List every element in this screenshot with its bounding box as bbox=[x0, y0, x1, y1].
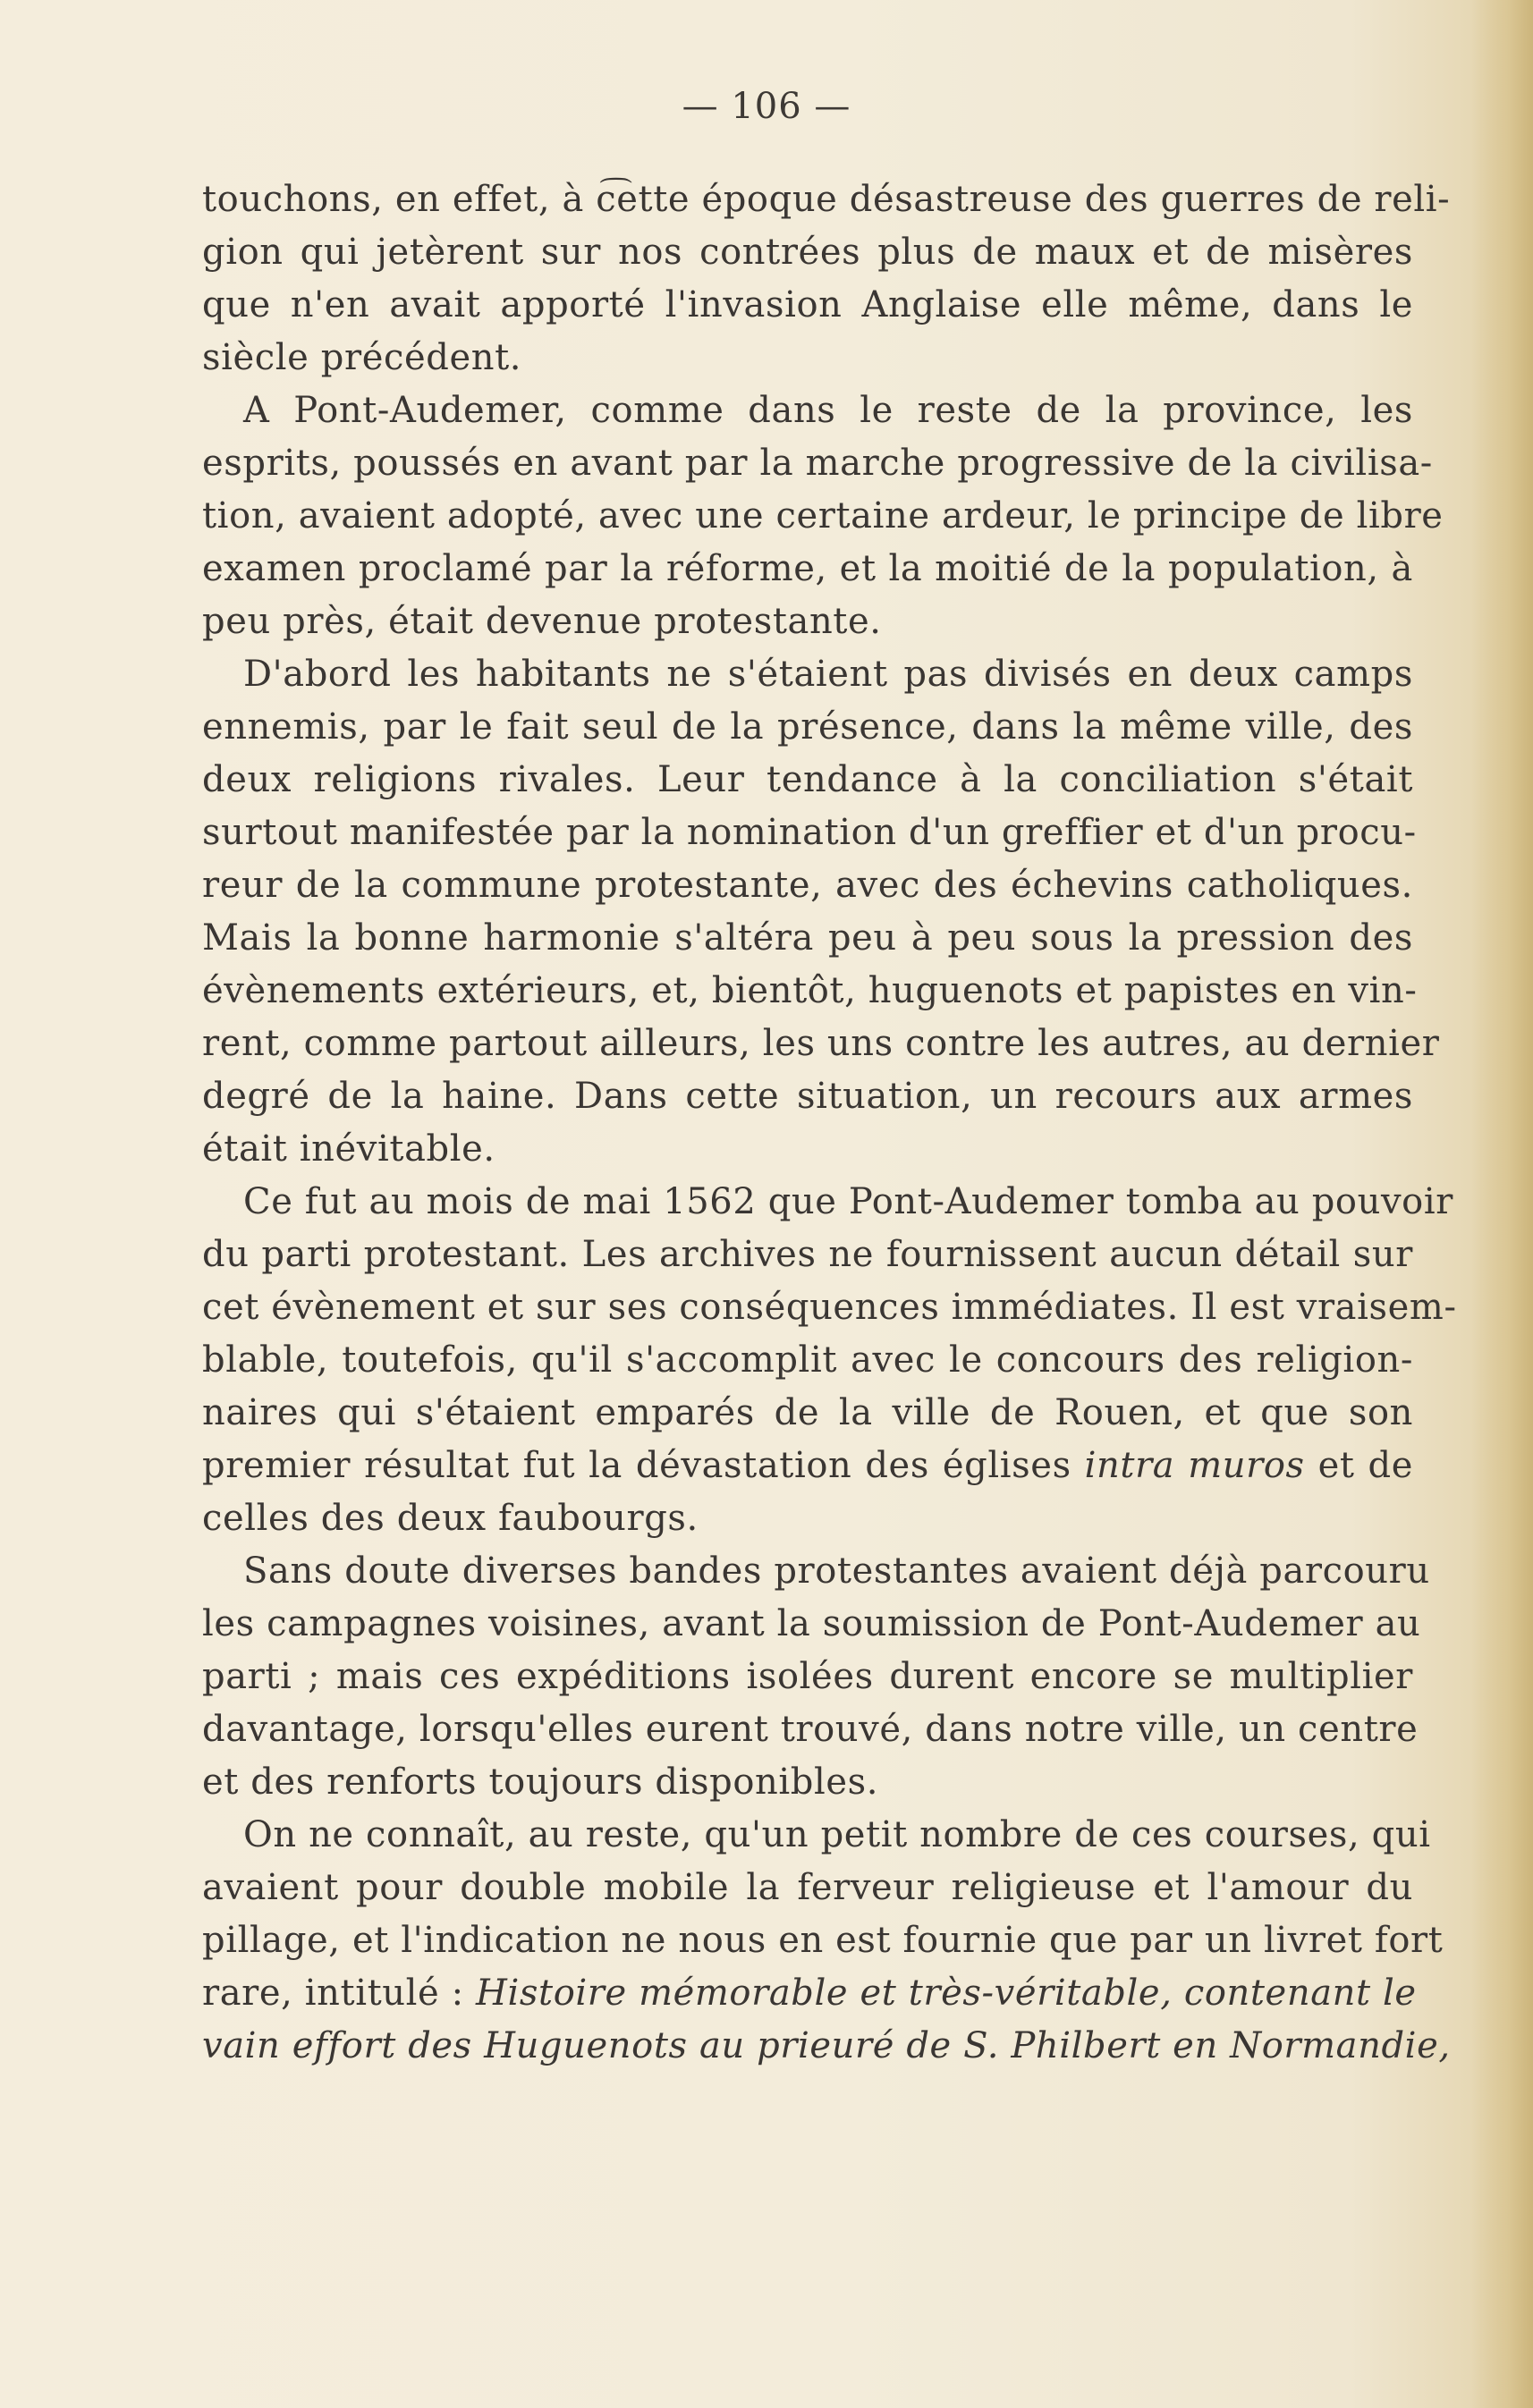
body-text bbox=[202, 173, 1457, 2073]
text-line bbox=[202, 1440, 1413, 1492]
italic-title: Histoire mémorable et très-véritable, contenant le bbox=[476, 1973, 1417, 2014]
text-line bbox=[202, 490, 1444, 543]
text-segment: blable, toutefois, qu'il s'accomplit avec le concours des religion- bbox=[202, 1339, 1413, 1381]
text-segment: les campagnes voisines, avant la soumission de Pont-Audemer au bbox=[202, 1603, 1421, 1644]
text-line bbox=[202, 226, 1413, 279]
text-line bbox=[202, 1651, 1413, 1703]
text-segment: pillage, et l'indication ne nous en est fournie que par un livret fort bbox=[202, 1920, 1444, 1961]
text-line bbox=[202, 2020, 1451, 2073]
page-edge-shadow bbox=[1470, 0, 1533, 2408]
text-segment: tion, avaient adopté, avec une certaine ardeur, le principe de libre bbox=[202, 495, 1444, 537]
text-line bbox=[202, 859, 1413, 912]
text-line bbox=[202, 1703, 1419, 1756]
text-line bbox=[202, 1334, 1413, 1387]
text-segment: ennemis, par le fait seul de la présence, dans la même ville, des bbox=[202, 706, 1413, 748]
text-segment: Mais la bonne harmonie s'altéra peu à peu sous la pression des bbox=[202, 917, 1413, 959]
text-line bbox=[202, 1070, 1413, 1123]
text-segment: cet évènement et sur ses conséquences immédiates. Il est vraisem- bbox=[202, 1287, 1457, 1328]
text-line bbox=[202, 1862, 1413, 1914]
text-segment: que n'en avait apporté l'invasion Anglaise elle même, dans le bbox=[202, 284, 1413, 325]
text-segment: Sans doute diverses bandes protestantes avaient déjà parcouru bbox=[243, 1550, 1430, 1592]
text-line bbox=[202, 332, 1413, 384]
text-segment: peu près, était devenue protestante. bbox=[202, 601, 882, 642]
text-segment: reur de la commune protestante, avec des échevins catholiques. bbox=[202, 865, 1413, 906]
text-segment: et des renforts toujours disponibles. bbox=[202, 1762, 879, 1803]
text-line bbox=[202, 1809, 1431, 1862]
text-segment: naires qui s'étaient emparés de la ville de Rouen, et que son bbox=[202, 1392, 1413, 1433]
text-segment: touchons, en effet, à c͡ette époque désastreuse des guerres de reli- bbox=[202, 179, 1451, 220]
text-line bbox=[202, 754, 1413, 807]
text-segment: davantage, lorsqu'elles eurent trouvé, dans notre ville, un centre bbox=[202, 1709, 1419, 1750]
text-segment: On ne connaît, au reste, qu'un petit nombre de ces courses, qui bbox=[243, 1814, 1431, 1855]
text-segment: rent, comme partout ailleurs, les uns contre les autres, au dernier bbox=[202, 1023, 1440, 1064]
text-line bbox=[202, 965, 1418, 1018]
text-segment: celles des deux faubourgs. bbox=[202, 1498, 699, 1539]
text-line bbox=[202, 1756, 1413, 1809]
text-line bbox=[202, 1123, 1413, 1176]
text-segment: Ce fut au mois de mai 1562 que Pont-Audemer tomba au pouvoir bbox=[243, 1181, 1453, 1222]
page-number: — 106 — bbox=[682, 86, 851, 127]
text-line bbox=[202, 1281, 1457, 1334]
text-segment: gion qui jetèrent sur nos contrées plus de maux et de misères bbox=[202, 232, 1413, 273]
italic-title: intra muros bbox=[1084, 1445, 1305, 1486]
text-line bbox=[202, 1387, 1413, 1440]
text-line bbox=[202, 1018, 1440, 1070]
text-line bbox=[202, 1598, 1421, 1651]
text-line bbox=[202, 596, 1413, 648]
text-line bbox=[202, 384, 1413, 437]
text-segment: siècle précédent. bbox=[202, 337, 522, 378]
text-line bbox=[202, 279, 1413, 332]
text-segment: premier résultat fut la dévastation des églises bbox=[202, 1445, 1085, 1486]
text-line bbox=[202, 912, 1413, 965]
text-line bbox=[202, 1229, 1413, 1281]
text-segment: avaient pour double mobile la ferveur religieuse et l'amour du bbox=[202, 1867, 1413, 1908]
text-segment: deux religions rivales. Leur tendance à la conciliation s'était bbox=[202, 759, 1413, 800]
text-segment: examen proclamé par la réforme, et la moitié de la population, à bbox=[202, 548, 1413, 589]
text-segment: était inévitable. bbox=[202, 1128, 495, 1170]
text-line bbox=[202, 543, 1413, 596]
text-line bbox=[202, 1176, 1453, 1229]
text-segment: et de bbox=[1304, 1445, 1413, 1486]
text-line bbox=[202, 1492, 1413, 1545]
text-segment: du parti protestant. Les archives ne fournissent aucun détail sur bbox=[202, 1234, 1413, 1275]
text-line bbox=[202, 437, 1433, 490]
text-line bbox=[202, 1914, 1444, 1967]
text-segment: parti ; mais ces expéditions isolées durent encore se multiplier bbox=[202, 1656, 1413, 1697]
text-line bbox=[202, 1545, 1430, 1598]
text-line bbox=[202, 807, 1417, 859]
text-segment: D'abord les habitants ne s'étaient pas divisés en deux camps bbox=[243, 654, 1413, 695]
text-line bbox=[202, 1967, 1417, 2020]
text-segment: esprits, poussés en avant par la marche progressive de la civilisa- bbox=[202, 443, 1433, 484]
text-segment: surtout manifestée par la nomination d'un greffier et d'un procu- bbox=[202, 812, 1417, 853]
text-line bbox=[202, 173, 1451, 226]
text-segment: évènements extérieurs, et, bientôt, huguenots et papistes en vin- bbox=[202, 970, 1418, 1011]
italic-title: vain effort des Huguenots au prieuré de S. Philbert en Normandie, bbox=[202, 2025, 1451, 2066]
text-segment: rare, intitulé : bbox=[202, 1973, 477, 2014]
text-line bbox=[202, 701, 1413, 754]
text-segment: A Pont-Audemer, comme dans le reste de la province, les bbox=[243, 390, 1413, 431]
text-segment: degré de la haine. Dans cette situation, un recours aux armes bbox=[202, 1076, 1413, 1117]
text-line bbox=[202, 648, 1413, 701]
